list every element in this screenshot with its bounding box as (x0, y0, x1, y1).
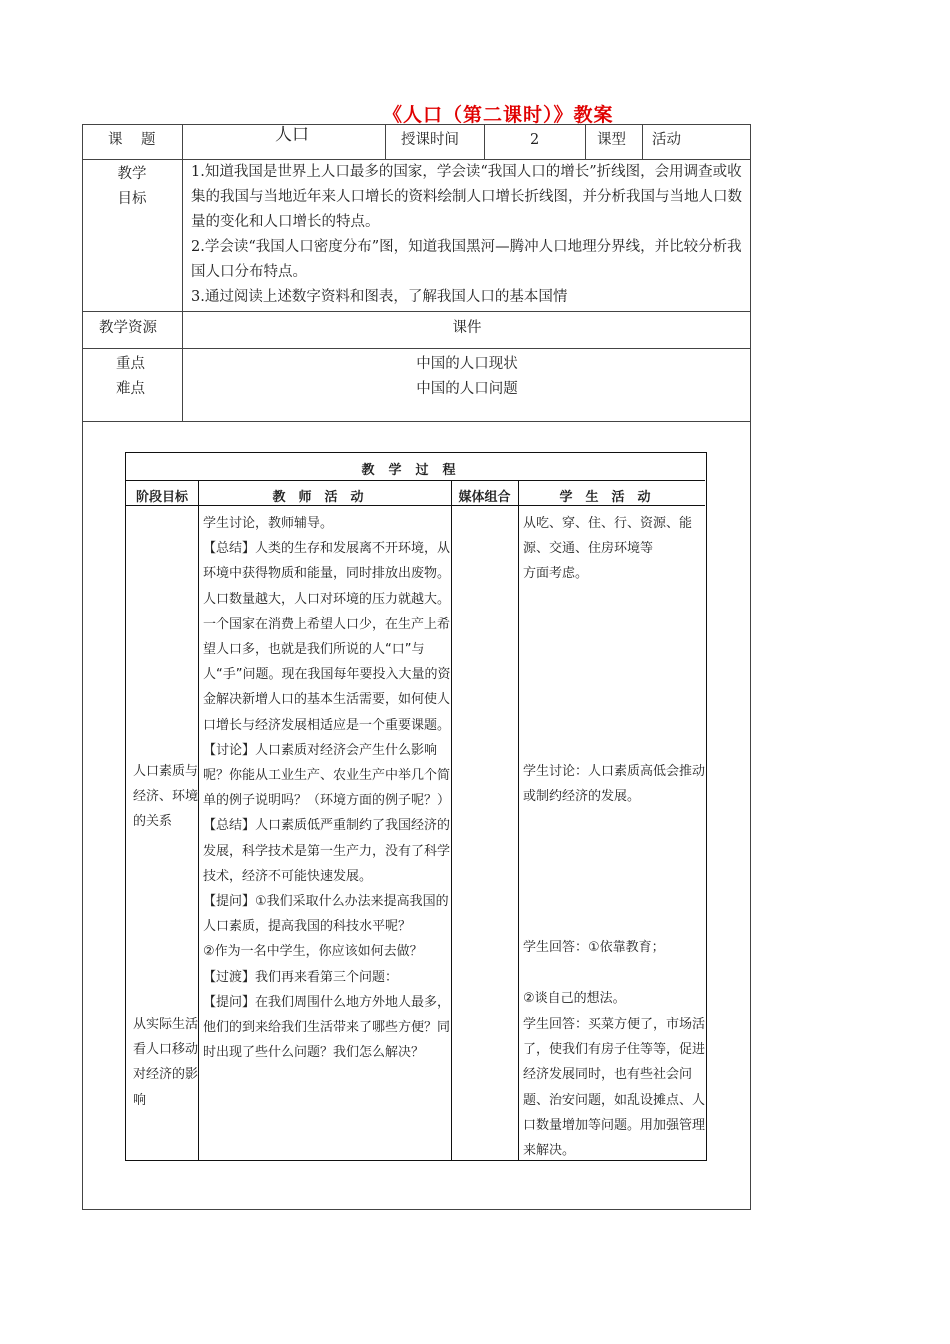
header-teacher: 教师活动 (272, 490, 377, 505)
time-value: 2 (530, 132, 540, 148)
teacher-item: 【过渡】我们再来看第三个问题： (203, 969, 399, 985)
teacher-activities (203, 511, 451, 1065)
student-activity: ②谈自己的想法。 (523, 991, 626, 1006)
topic-label: 课 题 (108, 132, 158, 148)
time-label: 授课时间 (401, 132, 459, 148)
teaching-process-table (125, 452, 707, 1161)
stage-item: 从实际生活看人口移动对经济的影响 (133, 1017, 199, 1108)
teacher-item: 【讨论】人口素质对经济会产生什么影响呢？你能从工业生产、农业生产中举几个简单的例子说明吗？（环境方面的例子呢？） (203, 742, 451, 809)
goals-list (191, 160, 746, 310)
teacher-item: 学生讨论，教师辅导。 (203, 516, 334, 531)
keypoint-value: 中国的人口现状 (416, 356, 518, 372)
difficulty-value: 中国的人口问题 (416, 381, 518, 397)
goal-item: 2.学会读“我国人口密度分布”图，知道我国黑河—腾冲人口地理分界线，并比较分析我国人口分布特点。 (191, 239, 742, 280)
goals-label: 教学 目标 (117, 166, 147, 207)
teacher-item: 【总结】人类的生存和发展离不开环境，从环境中获得物质和能量，同时排放出废物。人口数量越大，人口对环境的压力就越大。一个国家在消费上希望人口少，在生产上希望人口多，也就是我们所说的人“口”与人“手”问题。现在我国每年要投入大量的资金解决新增人口的基本生活需要，如何使人口增长与经济发展相适应是一个重要课题。 (203, 541, 451, 733)
page-title: 《人口（第二课时）》教案 (383, 104, 614, 126)
student-activity: 从吃、穿、住、行、资源、能源、交通、住房环境等 (523, 516, 693, 557)
resources-label: 教学资源 (99, 320, 157, 336)
stage-item: 人口素质与经济、环境的关系 (133, 764, 199, 830)
difficulty-label: 难点 (116, 381, 145, 397)
student-activity: 方面考虑。 (523, 566, 589, 581)
header-media: 媒体组合 (458, 490, 511, 505)
teacher-item: 【提问】在我们周围什么地方外地人最多，他们的到来给我们生活带来了哪些方便？同时出现了些什么问题？我们怎么解决？ (203, 994, 451, 1061)
header-stage: 阶段目标 (135, 490, 188, 505)
keypoint-label: 重点 (116, 356, 145, 372)
process-title: 教学过程 (361, 463, 470, 478)
teacher-item: 【总结】人口素质低严重制约了我国经济的发展，科学技术是第一生产力，没有了科学技术，经济不可能快速发展。 (203, 818, 451, 884)
student-activity: 学生回答：买菜方便了，市场活了，使我们有房子住等等，促进经济发展同时，也有些社会问题、治安问题，如乱设摊点、人口数量增加等问题。用加强管理来解决。 (523, 1017, 706, 1159)
type-value: 活动 (652, 132, 681, 148)
topic-value: 人口 (275, 125, 309, 145)
goal-item: 1.知道我国是世界上人口最多的国家，学会读“我国人口的增长”折线图，会用调查或收集的我国与当地近年来人口增长的资料绘制人口增长折线图，并分析我国与当地人口数量的变化和人口增长的特点。 (191, 164, 742, 230)
teacher-item: 【提问】①我们采取什么办法来提高我国的人口素质，提高我国的科技水平呢？ (203, 894, 449, 935)
teacher-item: ②作为一名中学生，你应该如何去做？ (203, 944, 423, 960)
header-student: 学生活动 (559, 490, 664, 505)
resources-value: 课件 (452, 320, 482, 336)
goal-item: 3.通过阅读上述数字资料和图表，了解我国人口的基本国情 (191, 289, 568, 305)
type-label: 课型 (597, 132, 626, 148)
student-activity: 学生回答：①依靠教育； (523, 940, 665, 955)
student-activity: 学生讨论：人口素质高低会推动或制约经济的发展。 (523, 764, 706, 805)
